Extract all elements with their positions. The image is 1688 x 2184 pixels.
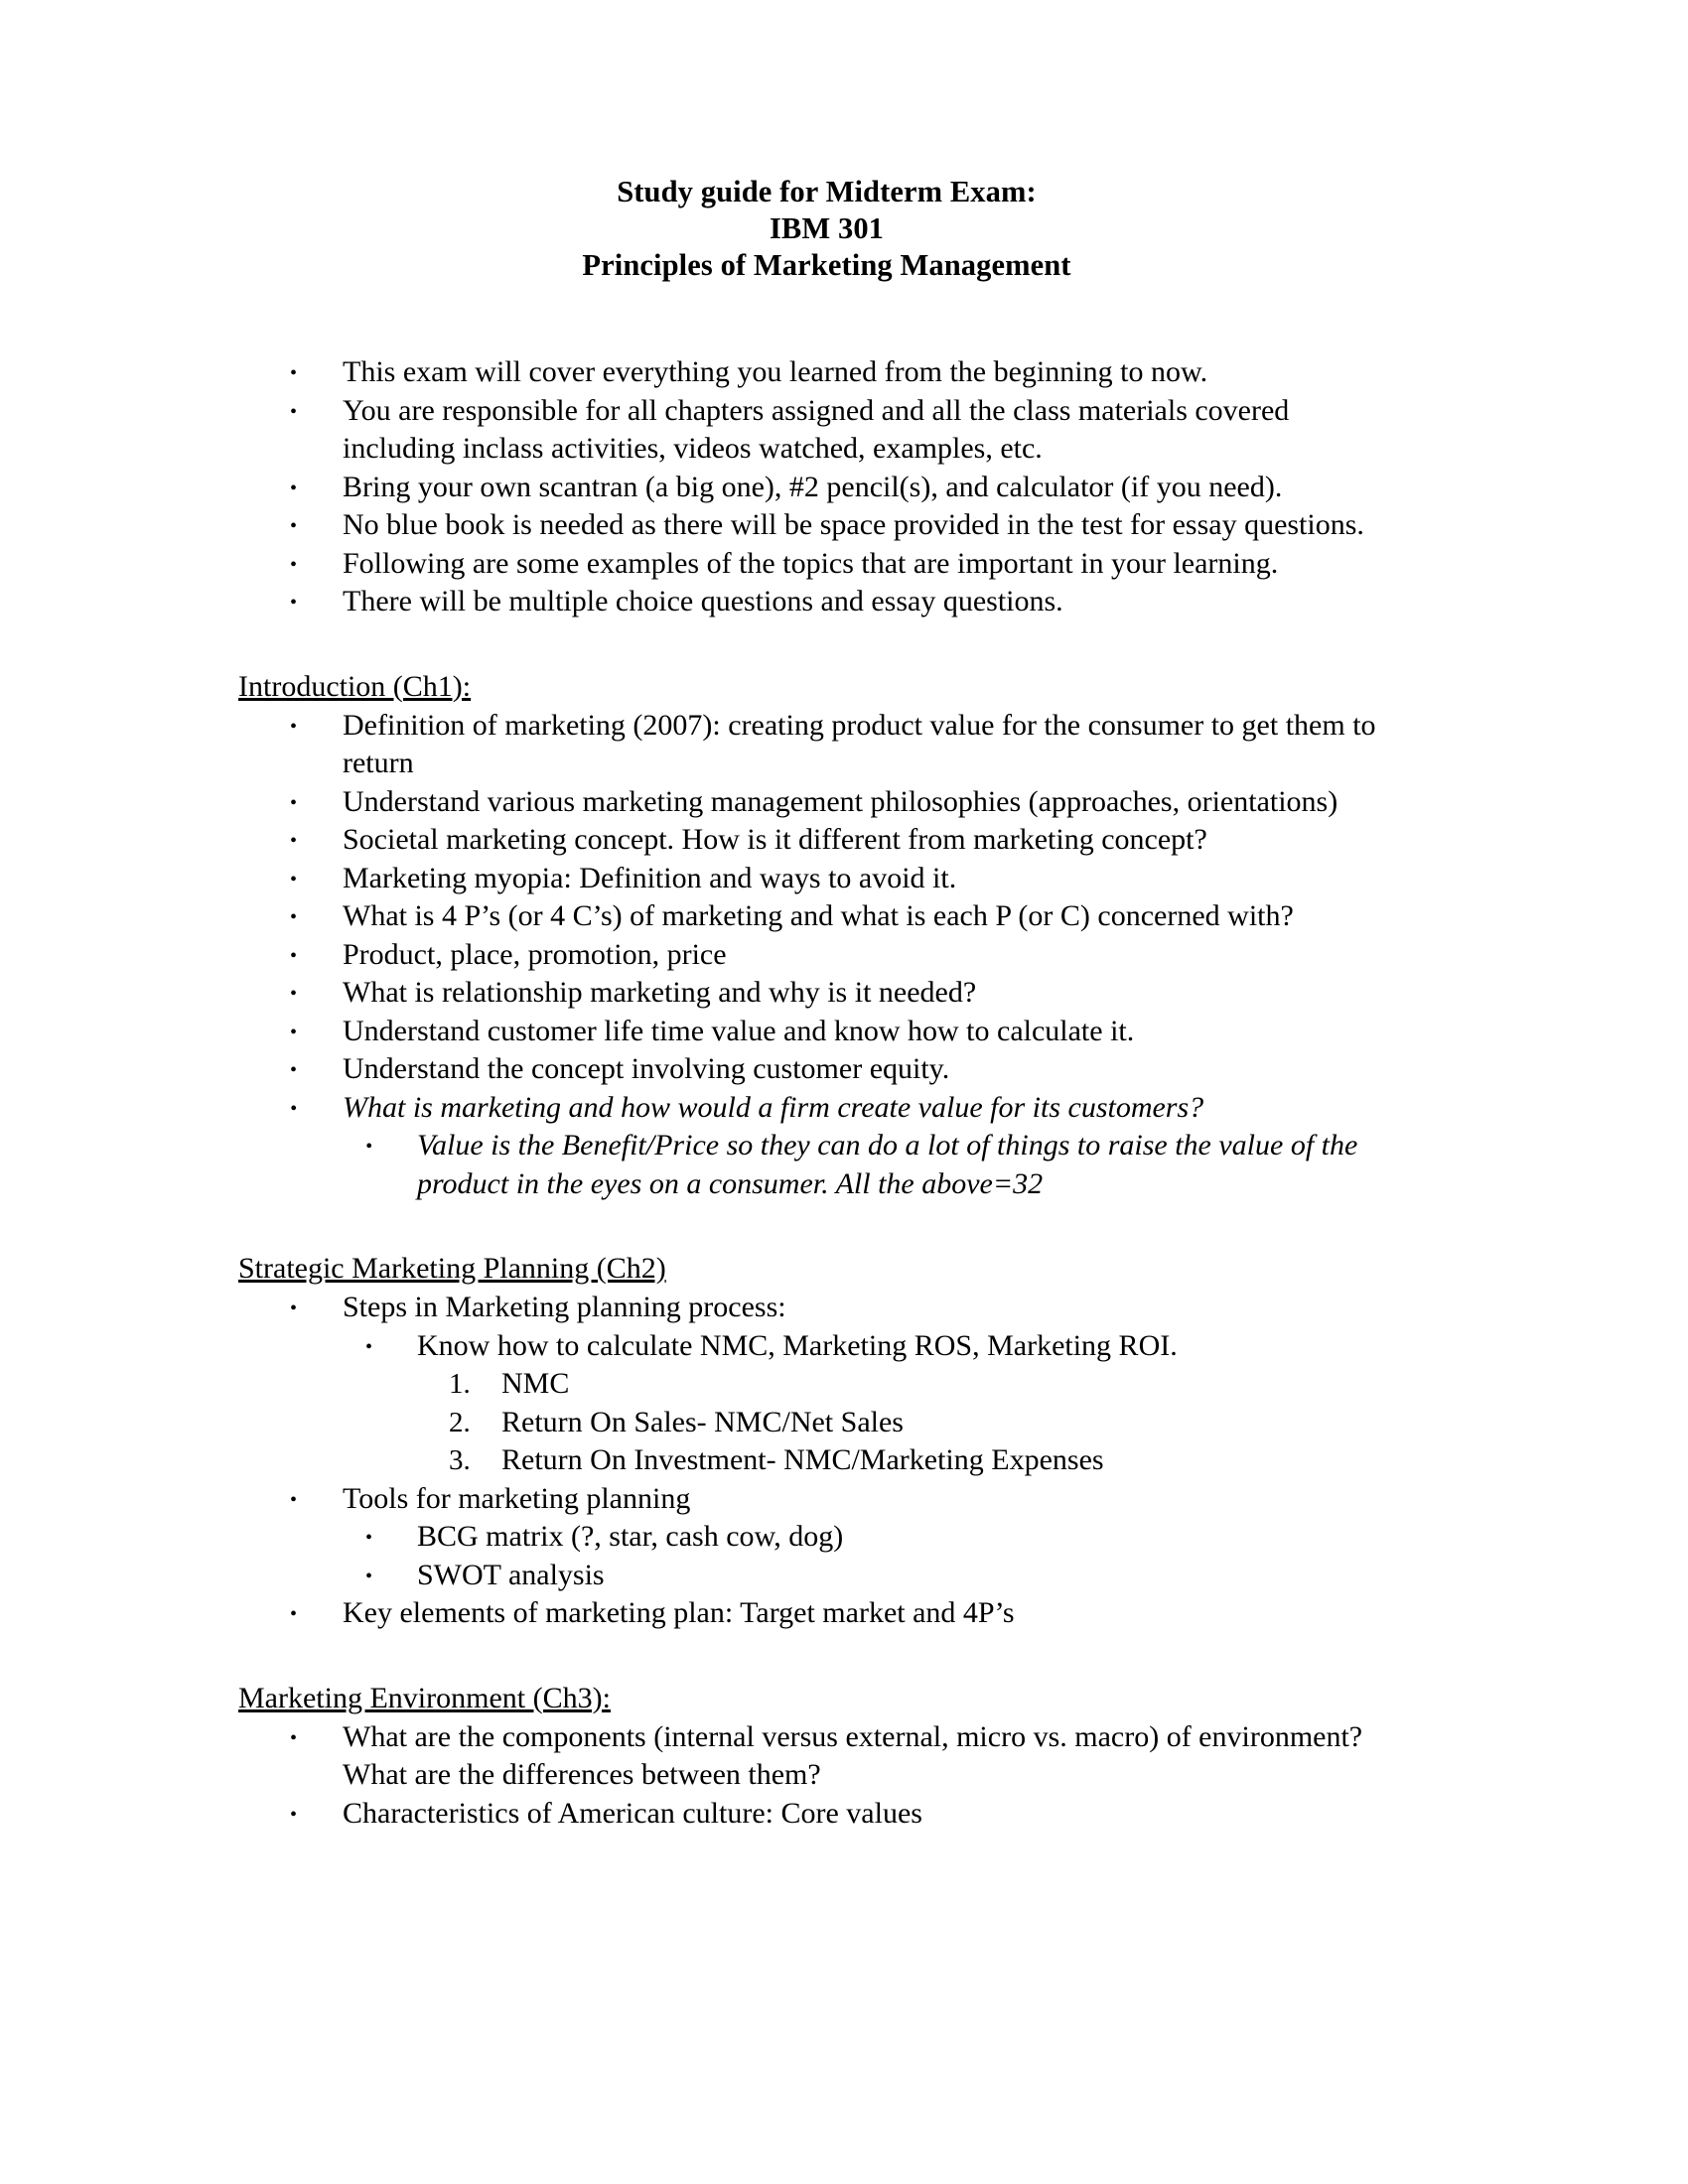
- list-item: [238, 1050, 1395, 1089]
- list-item-text: Key elements of marketing plan: Target market and 4P’s: [343, 1596, 1015, 1629]
- list-item: [238, 506, 1395, 545]
- list-item: [238, 392, 1395, 469]
- bullet-icon: •: [290, 1297, 298, 1319]
- bullet-icon: •: [290, 944, 298, 967]
- list-item-text: Understand customer life time value and know how to calculate it.: [343, 1014, 1135, 1047]
- section-strategic-marketing-planning: [238, 1249, 1395, 1633]
- title-line-1: Study guide for Midterm Exam:: [617, 175, 1037, 208]
- list-item-text: What is marketing and how would a firm create value for its customers?: [343, 1090, 1204, 1124]
- bullet-icon: •: [290, 983, 298, 1005]
- list-item-text: Value is the Benefit/Price so they can do a lot of things to raise the value of the product in the eyes on a consumer. All the above=32: [417, 1129, 1358, 1200]
- bullet-icon: •: [290, 553, 298, 576]
- bullet-icon: •: [290, 400, 298, 423]
- list-item-text: What is 4 P’s (or 4 C’s) of marketing and what is each P (or C) concerned with?: [343, 899, 1294, 932]
- bullet-icon: •: [290, 592, 298, 614]
- section-heading: Introduction (Ch1):: [238, 669, 472, 703]
- list-item-text: SWOT analysis: [417, 1558, 605, 1591]
- list-item: [238, 469, 1395, 507]
- list-item: [238, 897, 1395, 936]
- list-item-text: NMC: [501, 1367, 570, 1400]
- bullet-icon: •: [290, 1726, 298, 1749]
- list-item-text: Return On Sales- NMC/Net Sales: [501, 1405, 904, 1438]
- list-item: [238, 707, 1395, 783]
- list-item-text: Bring your own scantran (a big one), #2 pencil(s), and calculator (if you need).: [343, 470, 1283, 503]
- list-item-text: Definition of marketing (2007): creating product value for the consumer to get them to return: [343, 708, 1376, 779]
- list-item: [238, 936, 1395, 975]
- bullet-icon: •: [290, 477, 298, 499]
- list-item-text: Marketing myopia: Definition and ways to avoid it.: [343, 861, 957, 894]
- spacer-before-section-3: [238, 1633, 1395, 1679]
- list-item: [238, 821, 1395, 860]
- list-item: [238, 974, 1395, 1013]
- bullet-icon: •: [290, 1488, 298, 1511]
- bullet-icon: •: [290, 362, 298, 384]
- section-introduction: [238, 667, 1395, 1204]
- list-item: [238, 583, 1395, 621]
- intro-bullet-list: [238, 353, 1395, 621]
- list-item-text: Steps in Marketing planning process:: [343, 1291, 786, 1323]
- list-item-text: Product, place, promotion, price: [343, 937, 727, 971]
- list-item: [238, 1013, 1395, 1051]
- list-item-text: What are the components (internal versus external, micro vs. macro) of environment? What are the differences between them?: [343, 1719, 1363, 1791]
- section-heading: Marketing Environment (Ch3):: [238, 1681, 611, 1714]
- list-item-text: You are responsible for all chapters assigned and all the class materials covered including inclass activities, videos watched, examples, etc.: [343, 393, 1290, 465]
- spacer-before-section-1: [238, 621, 1395, 667]
- list-item: [238, 1795, 1395, 1834]
- list-item: [238, 1557, 1395, 1595]
- list-number: 2.: [449, 1406, 471, 1438]
- list-item: [238, 1518, 1395, 1557]
- section-heading: Strategic Marketing Planning (Ch2): [238, 1252, 666, 1285]
- list-number: 1.: [449, 1368, 471, 1400]
- list-item: [238, 1127, 1395, 1203]
- bullet-icon: •: [365, 1527, 373, 1549]
- list-item: [238, 1327, 1395, 1366]
- title-line-3: Principles of Marketing Management: [582, 248, 1071, 282]
- bullet-icon: •: [290, 1097, 298, 1120]
- bullet-icon: •: [290, 868, 298, 890]
- list-item: [238, 1089, 1395, 1128]
- spacer-before-section-2: [238, 1203, 1395, 1249]
- bullet-icon: •: [290, 1021, 298, 1043]
- list-item-text: Understand the concept involving customer equity.: [343, 1052, 950, 1085]
- list-item-text: There will be multiple choice questions and essay questions.: [343, 585, 1063, 617]
- list-item: [238, 1480, 1395, 1519]
- list-item-text: Societal marketing concept. How is it different from marketing concept?: [343, 823, 1207, 856]
- list-item-text: Understand various marketing management philosophies (approaches, orientations): [343, 784, 1338, 818]
- list-item: [238, 1718, 1395, 1795]
- document-title: [238, 174, 1395, 284]
- bullet-icon: •: [290, 1059, 298, 1081]
- list-item-text: This exam will cover everything you learned from the beginning to now.: [343, 355, 1208, 388]
- bullet-icon: •: [290, 715, 298, 738]
- list-item-text: Return On Investment- NMC/Marketing Expenses: [501, 1443, 1104, 1476]
- list-item-text: Tools for marketing planning: [343, 1481, 691, 1515]
- title-line-2: IBM 301: [769, 211, 885, 245]
- list-item-text: Characteristics of American culture: Core values: [343, 1796, 922, 1830]
- list-item: [238, 860, 1395, 898]
- bullet-icon: •: [365, 1136, 373, 1158]
- numbered-list-item: [238, 1441, 1395, 1480]
- bullet-icon: •: [365, 1565, 373, 1587]
- document-content: [238, 174, 1395, 1833]
- bullet-icon: •: [365, 1335, 373, 1358]
- list-item-text: No blue book is needed as there will be space provided in the test for essay questions.: [343, 508, 1364, 541]
- list-item: [238, 1594, 1395, 1633]
- list-item: [238, 545, 1395, 584]
- list-item: [238, 783, 1395, 822]
- bullet-icon: •: [290, 515, 298, 537]
- numbered-list-item: [238, 1404, 1395, 1442]
- list-item: [238, 1289, 1395, 1327]
- bullet-icon: •: [290, 906, 298, 928]
- list-number: 3.: [449, 1444, 471, 1476]
- bullet-icon: •: [290, 830, 298, 852]
- list-item-text: Following are some examples of the topics that are important in your learning.: [343, 546, 1279, 580]
- list-item-text: Know how to calculate NMC, Marketing ROS, Marketing ROI.: [417, 1328, 1178, 1362]
- numbered-list-item: [238, 1365, 1395, 1404]
- bullet-icon: •: [290, 791, 298, 814]
- section-marketing-environment: [238, 1679, 1395, 1834]
- list-item-text: BCG matrix (?, star, cash cow, dog): [417, 1520, 844, 1553]
- list-item: [238, 353, 1395, 392]
- bullet-icon: •: [290, 1803, 298, 1826]
- list-item-text: What is relationship marketing and why is it needed?: [343, 976, 977, 1009]
- bullet-icon: •: [290, 1603, 298, 1625]
- spacer-after-title: [238, 284, 1395, 353]
